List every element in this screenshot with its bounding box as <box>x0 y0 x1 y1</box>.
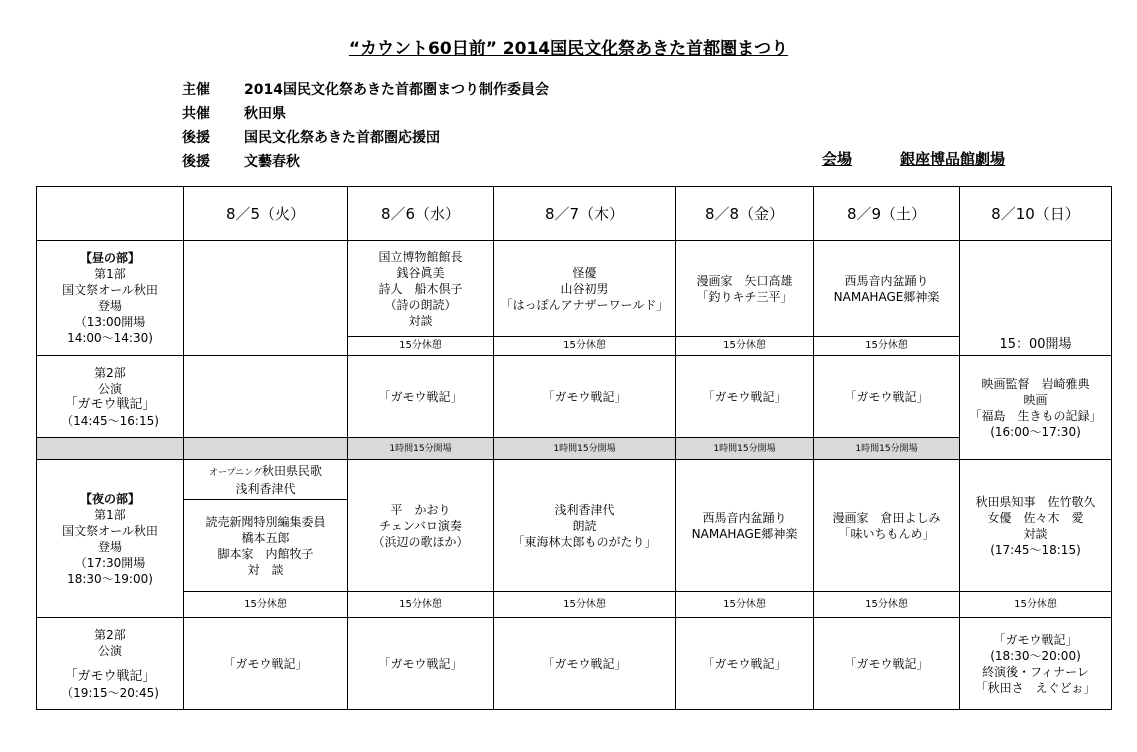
date-header: 8／6（水） <box>348 187 494 241</box>
program-cell: 国立博物館館長 銭谷眞美 詩人 船木倶子 （詩の朗読） 対談 <box>348 241 494 337</box>
day-part1-row <box>37 241 1112 337</box>
night-break-row: 15分休憩 15分休憩 15分休憩 15分休憩 15分休憩 15分休憩 <box>37 592 1112 618</box>
program-cell: 平 かおり チェンバロ演奏 （浜辺の歌ほか） <box>348 460 494 592</box>
day-part2-row: 第2部 公演 「ガモウ戦記」 （14:45～16:15) 「ガモウ戦記」 「ガモウ戦記」 「ガモウ戦記」 「ガモウ戦記」 映画監督 岩崎雅典 映画 「福島 生きもの記録」 (16:00～17:30) <box>37 356 1112 438</box>
program-cell: 怪優 山谷初男 「はっぽんアナザーワールド」 <box>494 241 676 337</box>
date-header: 8／5（火） <box>184 187 348 241</box>
program-cell: 読売新聞特別編集委員 橋本五郎 脚本家 内館牧子 対 談 <box>184 500 348 592</box>
d10-open-cell: 15：00開場 <box>960 241 1112 356</box>
program-cell: 浅利香津代 朗読 「東海林太郎ものがたり」 <box>494 460 676 592</box>
venue: 会場 銀座博品館劇場 <box>822 150 1006 168</box>
date-header: 8／7（木） <box>494 187 676 241</box>
night-part2-label: 第2部 公演 「ガモウ戦記」 （19:15～20:45) <box>37 618 184 710</box>
interval-row: 1時間15分開場 1時間15分開場 1時間15分開場 1時間15分開場 <box>37 438 1112 460</box>
program-cell: 西馬音内盆踊り NAMAHAGE郷神楽 <box>814 241 960 337</box>
program-cell: 漫画家 矢口高雄 「釣りキチ三平」 <box>676 241 814 337</box>
program-cell: 西馬音内盆踊り NAMAHAGE郷神楽 <box>676 460 814 592</box>
date-header: 8／9（土） <box>814 187 960 241</box>
day-break-row: 15分休憩 15分休憩 15分休憩 15分休憩 <box>37 337 1112 356</box>
night-part1-row-top <box>37 460 1112 500</box>
night-part2-row: 第2部 公演 「ガモウ戦記」 （19:15～20:45) 「ガモウ戦記」 「ガモウ戦記」 「ガモウ戦記」 「ガモウ戦記」 「ガモウ戦記」 「ガモウ戦記」 (18:30～20:00) 終演後・フィナーレ 「秋田さ えぐどぉ」 <box>37 618 1112 710</box>
date-header: 8／8（金） <box>676 187 814 241</box>
program-cell: 「ガモウ戦記」 (18:30～20:00) 終演後・フィナーレ 「秋田さ えぐどぉ」 <box>960 618 1112 710</box>
date-header-row <box>37 187 1112 241</box>
d10-day-part2: 映画監督 岩崎雅典 映画 「福島 生きもの記録」 (16:00～17:30) <box>960 356 1112 460</box>
night-part1-label: 【夜の部】 第1部 国文祭オール秋田 登場 （17:30開場 18:30～19:00) <box>37 460 184 618</box>
opening-cell: オープニング秋田県民歌 浅利香津代 <box>184 460 348 500</box>
program-cell: 秋田県知事 佐竹敬久 女優 佐々木 愛 対談 (17:45～18:15) <box>960 460 1112 592</box>
day-part2-label: 第2部 公演 「ガモウ戦記」 （14:45～16:15) <box>37 356 184 438</box>
organizer-list: 主催 2014国民文化祭あきた首都圏まつり制作委員会 共催 秋田県 後援 国民文化祭あきた首都圏応援団 後援 文藝春秋 <box>182 82 549 170</box>
program-cell: 漫画家 倉田よしみ 「味いちもんめ」 <box>814 460 960 592</box>
date-header: 8／10（日） <box>960 187 1112 241</box>
schedule-table <box>36 186 1112 710</box>
page-title: “カウント60日前” 2014国民文化祭あきた首都圏まつり <box>348 39 789 59</box>
day-part1-label: 【昼の部】 第1部 国文祭オール秋田 登場 （13:00開場 14:00～14:30) <box>37 241 184 356</box>
